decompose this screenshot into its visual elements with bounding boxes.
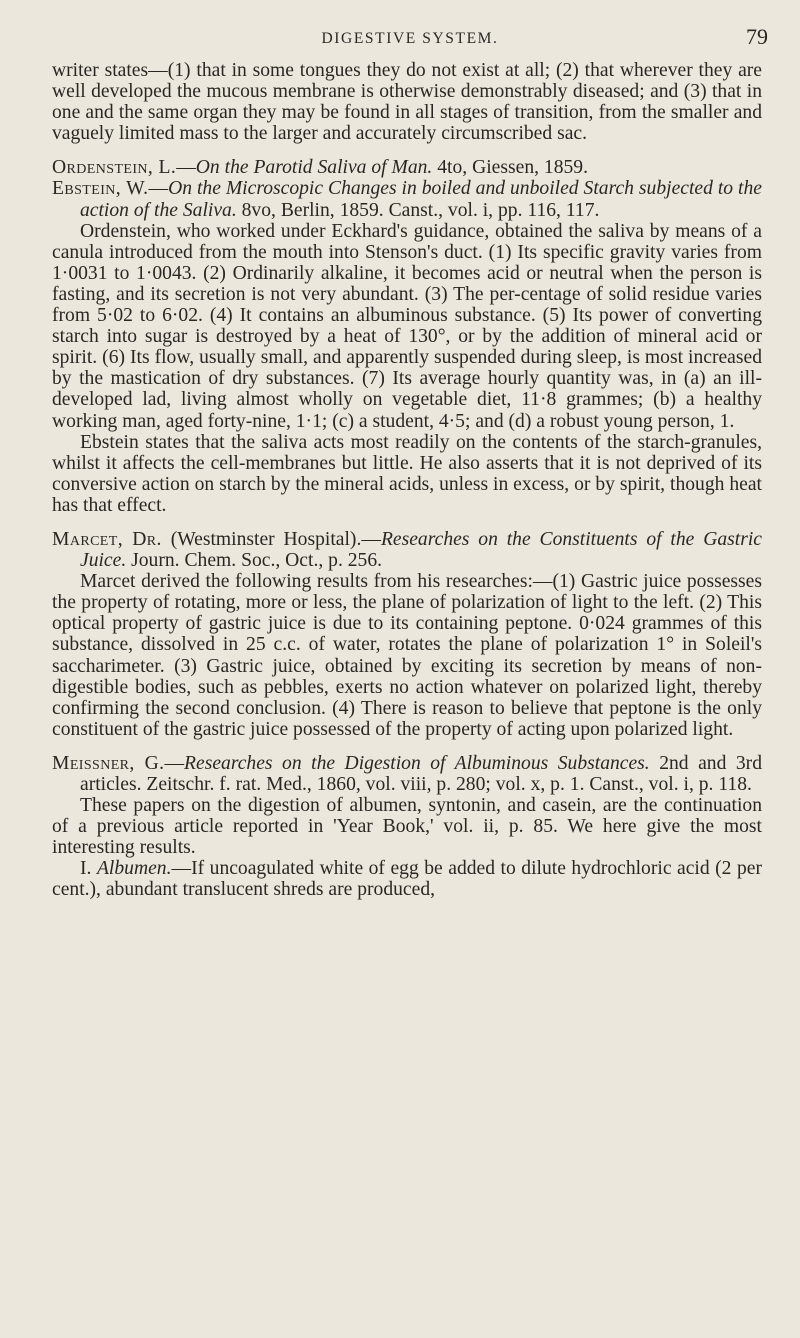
page-header [52,22,768,52]
reference-title: Researches on the Digestion of Albuminous Substances. [184,752,650,774]
page-body [52,60,762,901]
reference-dash: — [164,752,185,774]
reference-author: Ebstein, W. [52,178,149,200]
reference-publication: 2nd and 3rd articles. Zeitschr. f. rat. Med., 1860, vol. viii, p. 280; vol. x, p. 1. Canst., vol. i, p. 118. [80,752,762,795]
ebstein-paragraph: Ebstein states that the saliva acts most readily on the contents of the starch-granules, whilst it affects the cell-membranes but little. He also asserts that it is not deprived of its conversive action on starch by the mineral acids, unless in excess, or by spirit, though heat has that effect. [52,431,762,516]
continuation-paragraph: writer states—(1) that in some tongues they do not exist at all; (2) that wherever they are well developed the mucous membrane is otherwise demonstrably diseased; and (3) that in one and the same organ they may be found in all stages of transition, from the smaller and vaguely limited mass to the larger and accurately circumscribed sac. [52,60,762,145]
reference-ebstein [52,178,762,220]
albumen-term: Albumen. [96,858,172,880]
reference-author: Ordenstein, L. [52,157,177,179]
albumen-number: I. [80,858,97,880]
page-number: 79 [746,24,768,49]
reference-dash: — [361,528,381,550]
reference-publication: Journ. Chem. Soc., Oct., p. 256. [126,550,383,572]
reference-title: Researches on the Constituents of the Gastric Juice. [80,528,762,572]
reference-title: On the Parotid Saliva of Man. [195,157,433,179]
ordenstein-paragraph: Ordenstein, who worked under Eckhard's guidance, obtained the saliva by means of a canula introduced from the mouth into Stenson's duct. (1) Its specific gravity varies from 1·0031 to 1·0043. (2) Ordinarily alkaline, it becomes acid or neutral when the person is fasting, and its secretion is not very abundant. (3) The per-centage of solid residue varies from 5·02 to 6·02. (4) It contains an albuminous substance. (5) Its power of converting starch into sugar is destroyed by a heat of 130°, or by the addition of mineral acid or spirit. (6) Its flow, usually small, and apparently suspended during sleep, is most increased by the mastication of dry substances. (7) Its average hourly quantity was, in (a) an ill-developed lad, living almost wholly on vegetable diet, 11·8 grammes; (b) a healthy working man, aged forty-nine, 1·1; (c) a student, 4·5; and (d) a robust young person, 1. [52,220,762,432]
reference-dash: — [148,178,169,200]
reference-author: Meissner, G. [52,752,165,774]
reference-publication: 4to, Giessen, 1859. [432,157,588,179]
reference-marcet [52,529,762,571]
running-head: DIGESTIVE SYSTEM. [321,30,499,47]
reference-affiliation: (Westminster Hospital). [161,528,362,550]
albumen-text: —If uncoagulated white of egg be added to dilute hydrochloric acid (2 per cent.), abundant translucent shreds are produced, [52,858,763,901]
reference-publication: 8vo, Berlin, 1859. Canst., vol. i, pp. 116, 117. [236,199,600,221]
reference-dash: — [176,157,196,179]
marcet-paragraph: Marcet derived the following results from his researches:—(1) Gastric juice possesses the property of rotating, more or less, the plane of polarization of light to the left. (2) This optical property of gastric juice is due to its containing peptone. 0·024 grammes of this substance, dissolved in 25 c.c. of water, rotates the plane of polarization 1° in Soleil's saccharimeter. (3) Gastric juice, obtained by exciting its secretion by means of non-digestible bodies, such as pebbles, exerts no action whatever on polarized light, thereby confirming the second conclusion. (4) There is reason to believe that peptone is the only constituent of the gastric juice possessed of the property of acting upon polarized light. [52,571,762,740]
reference-title: On the Microscopic Changes in boiled and unboiled Starch subjected to the action of the Saliva. [80,178,762,221]
reference-author: Marcet, Dr. [52,528,162,550]
reference-meissner [52,753,762,795]
albumen-paragraph [52,858,762,900]
reference-ordenstein [52,157,762,178]
meissner-paragraph: These papers on the digestion of albumen, syntonin, and casein, are the continuation of a previous article reported in 'Year Book,' vol. ii, p. 85. We here give the most interesting results. [52,795,762,859]
